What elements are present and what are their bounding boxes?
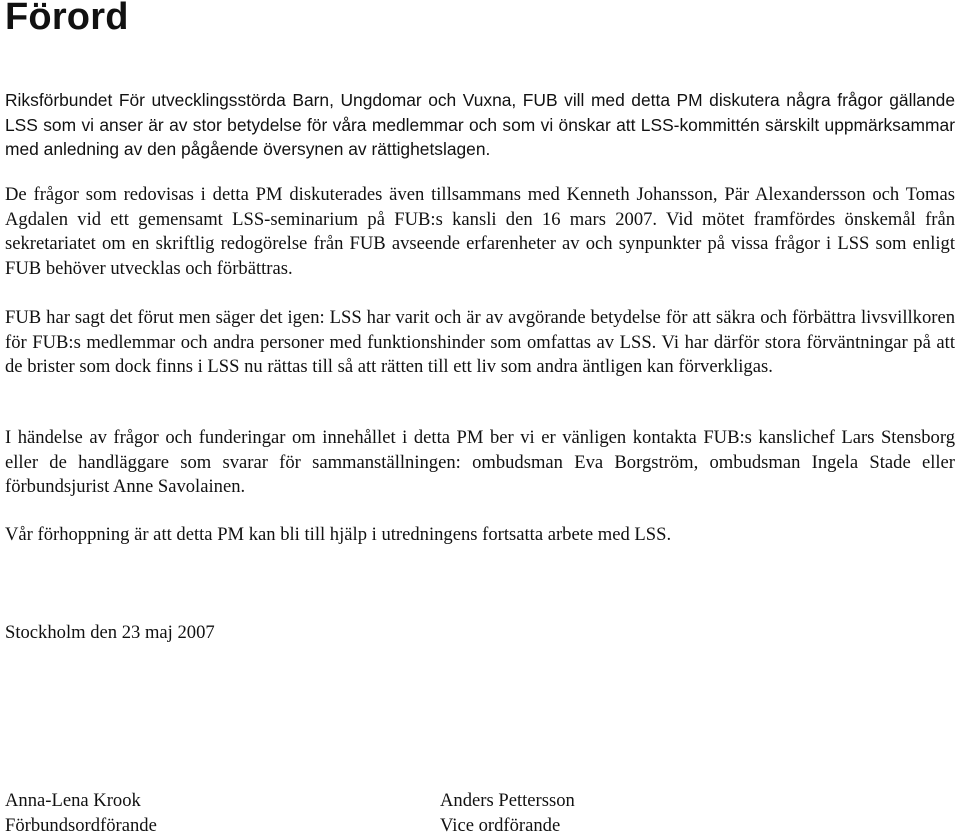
paragraph-hope: Vår förhoppning är att detta PM kan bli till hjälp i utredningens fortsatta arbete med LSS. [5,523,955,548]
signatory-role: Förbundsordförande [5,814,157,838]
signatory-name: Anna-Lena Krook [5,789,157,814]
paragraph-importance: FUB har sagt det förut men säger det igen: LSS har varit och är av avgörande betydelse för att säkra och förbättra livsvillkoren för FUB:s medlemmar och andra personer med funktionshinder som omfattas av LSS. Vi har därför stora förväntningar på att de brister som dock finns i LSS nu rättas till så att rätten till ett liv som andra äntligen kan förverkligas. [5,306,955,380]
paragraph-contact: I händelse av frågor och funderingar om innehållet i detta PM ber vi er vänligen kontakta FUB:s kanslichef Lars Stensborg eller de handläggare som svarar för sammanställningen: ombudsman Eva Borgström, ombudsman Ingela Stade eller förbundsjurist Anne Savolainen. [5,426,955,500]
paragraph-seminar: De frågor som redovisas i detta PM diskuterades även tillsammans med Kenneth Johansson, Pär Alexandersson och Tomas Agdalen vid ett gemensamt LSS-seminarium på FUB:s kansli den 16 mars 2007. Vid mötet framfördes önskemål från sekretariatet om en skriftlig redogörelse från FUB avseende erfarenheter av och synpunkter på vissa frågor i LSS som enligt FUB behöver utvecklas och förbättras. [5,183,955,281]
signatory-role: Vice ordförande [440,814,575,838]
signature-block-chair [5,789,157,838]
signatory-name: Anders Pettersson [440,789,575,814]
paragraph-intro: Riksförbundet För utvecklingsstörda Barn, Ungdomar och Vuxna, FUB vill med detta PM diskutera några frågor gällande LSS som vi anser är av stor betydelse för våra medlemmar och som vi önskar att LSS-kommittén särskilt uppmärksammar med anledning av den pågående översynen av rättighetslagen. [5,88,955,162]
place-and-date: Stockholm den 23 maj 2007 [5,621,955,646]
page-title: Förord [5,0,129,40]
signature-block-vice-chair [440,789,575,838]
